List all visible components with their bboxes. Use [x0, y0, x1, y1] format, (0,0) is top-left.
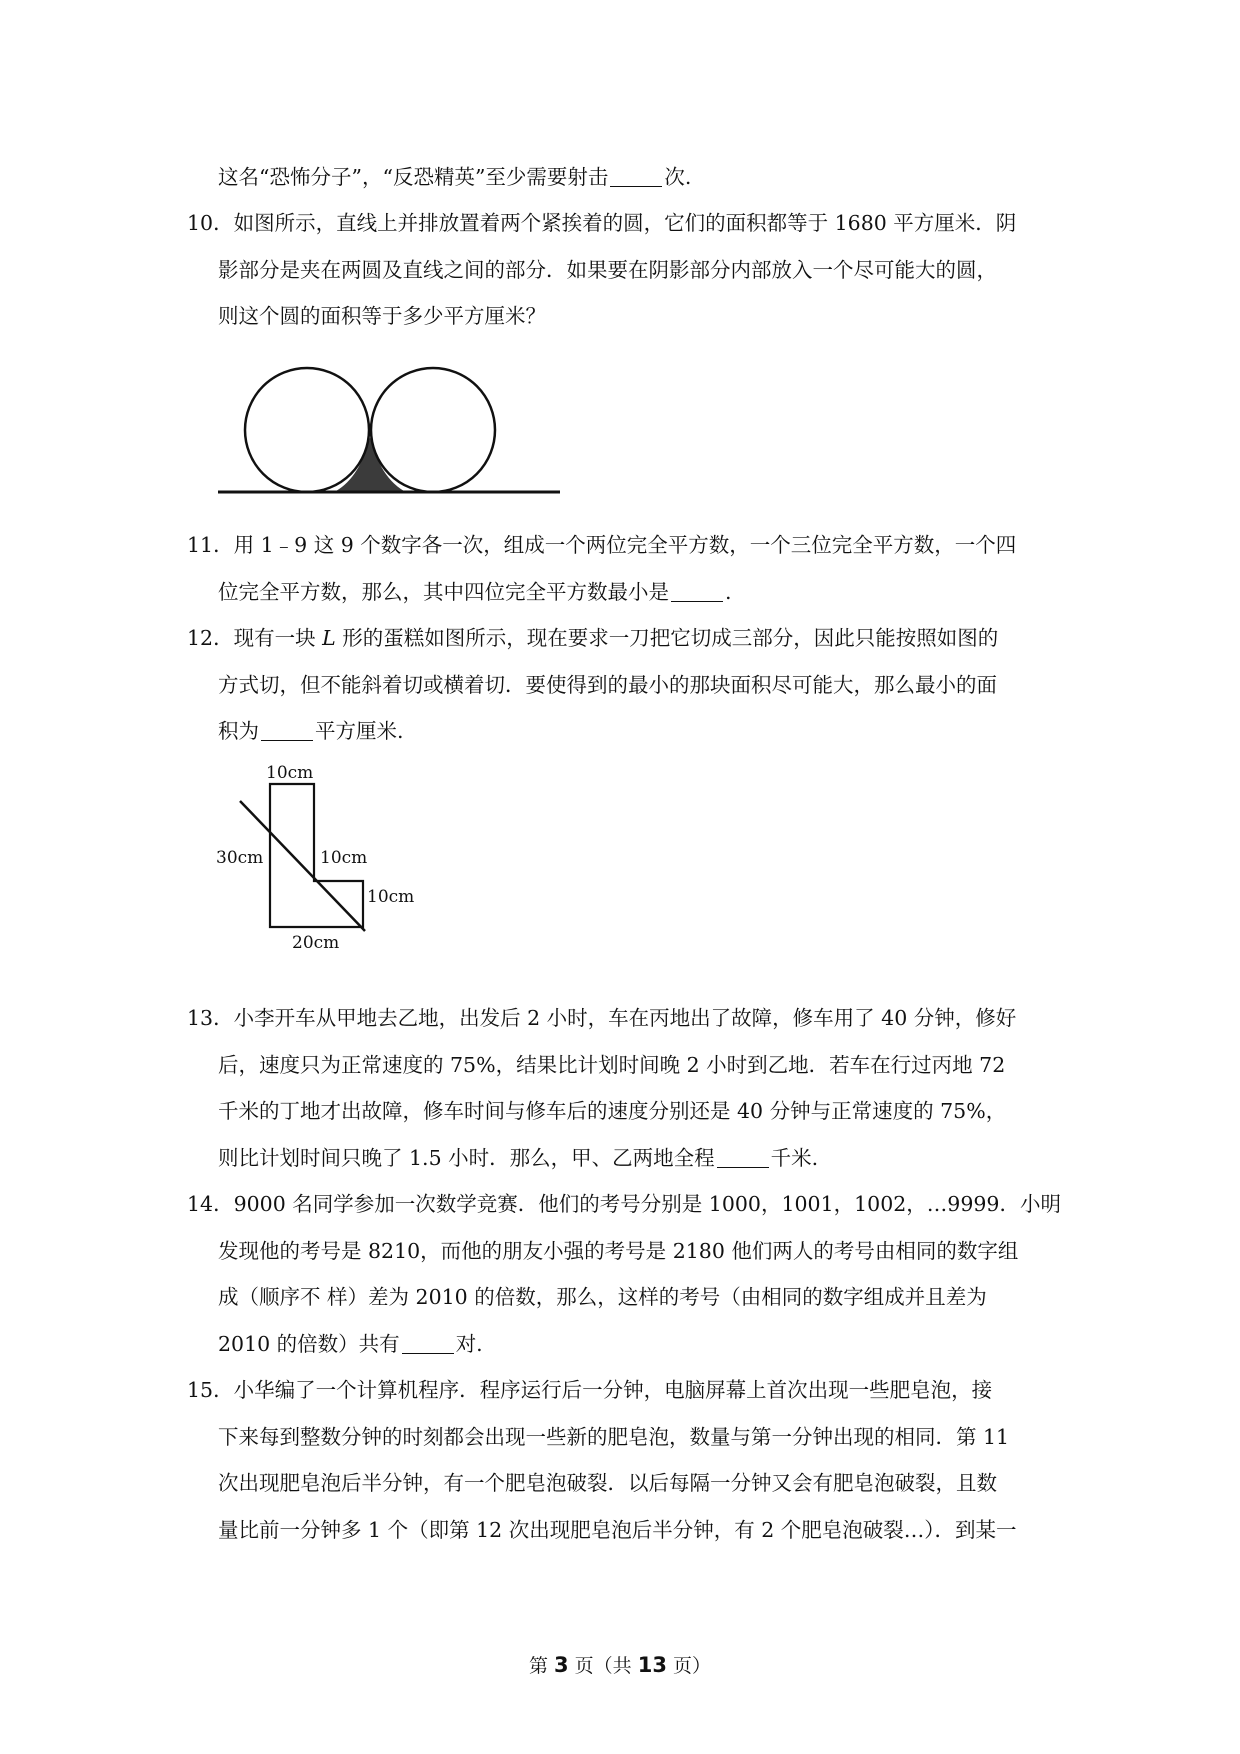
right-circle: [371, 368, 495, 492]
q13-line-1: 13．小李开车从甲地去乙地，出发后 2 小时，车在丙地出了故障，修车用了 40 分钟，修好: [187, 1006, 1017, 1030]
q11-line-2: 位完全平方数，那么，其中四位完全平方数最小是 .: [218, 580, 732, 604]
q15-line-4: 量比前一分钟多 1 个（即第 12 次出现肥皂泡后半分钟，有 2 个肥皂泡破裂…）．到某一: [218, 1518, 1017, 1542]
label-top: 10cm: [266, 763, 314, 783]
q14-line-4: 2010 的倍数）共有 对.: [218, 1332, 483, 1356]
answer-blank: [671, 581, 723, 602]
q14-line-3: 成（顺序不 样）差为 2010 的倍数，那么，这样的考号（由相同的数字组成并且差为: [218, 1285, 987, 1309]
label-right: 10cm: [367, 887, 415, 907]
q10-line-2: 影部分是夹在两圆及直线之间的部分．如果要在阴影部分内部放入一个尽可能大的圆，: [218, 258, 997, 282]
q12-line-1: 12．现有一块 L 形的蛋糕如图所示，现在要求一刀把它切成三部分，因此只能按照如图的: [187, 626, 999, 650]
q14-line-2: 发现他的考号是 8210，而他的朋友小强的考号是 2180 他们两人的考号由相同的数字组: [218, 1239, 1019, 1263]
q10-line-3: 则这个圆的面积等于多少平方厘米？: [218, 304, 546, 328]
label-inner: 10cm: [320, 848, 368, 868]
answer-blank: [261, 720, 313, 741]
two-circles-figure: [210, 352, 570, 502]
left-circle: [245, 368, 369, 492]
q13-line-4: 则比计划时间只晚了 1.5 小时．那么，甲、乙两地全程 千米.: [218, 1146, 819, 1170]
total-pages-number: 13: [637, 1653, 667, 1677]
q10-line-1: 10．如图所示，直线上并排放置着两个紧挨着的圆，它们的面积都等于 1680 平方厘米．阴: [187, 211, 1017, 235]
answer-blank: [717, 1147, 769, 1168]
q15-line-3: 次出现肥皂泡后半分钟，有一个肥皂泡破裂．以后每隔一分钟又会有肥皂泡破裂，且数: [218, 1471, 997, 1495]
answer-blank: [610, 166, 662, 187]
q13-line-2: 后，速度只为正常速度的 75%，结果比计划时间晚 2 小时到乙地．若车在行过丙地 72: [218, 1053, 1006, 1077]
q12-line-2: 方式切，但不能斜着切或横着切．要使得到的最小的那块面积尽可能大，那么最小的面: [218, 673, 997, 697]
q15-line-1: 15．小华编了一个计算机程序．程序运行后一分钟，电脑屏幕上首次出现一些肥皂泡，接: [187, 1378, 993, 1402]
label-bottom: 20cm: [292, 933, 340, 953]
l-shape-cake-figure: [210, 756, 430, 966]
q14-line-1: 14．9000 名同学参加一次数学竞赛．他们的考号分别是 1000，1001，1002，…9999．小明: [187, 1192, 1061, 1216]
q11-line-1: 11．用 1﹣9 这 9 个数字各一次，组成一个两位完全平方数，一个三位完全平方数，一个四: [187, 533, 1017, 557]
current-page-number: 3: [554, 1653, 569, 1677]
answer-blank: [402, 1333, 454, 1354]
q15-line-2: 下来每到整数分钟的时刻都会出现一些新的肥皂泡，数量与第一分钟出现的相同．第 11: [218, 1425, 1010, 1449]
q9-tail-line: 这名“恐怖分子”，“反恐精英”至少需要射击 次.: [218, 165, 692, 189]
label-left: 30cm: [216, 848, 264, 868]
shaded-region: [336, 437, 404, 491]
page-footer: 第 3 页（共 13 页）: [528, 1653, 712, 1677]
q12-line-3: 积为 平方厘米.: [218, 719, 404, 743]
q13-line-3: 千米的丁地才出故障，修车时间与修车后的速度分别还是 40 分钟与正常速度的 75%，: [218, 1099, 1007, 1123]
